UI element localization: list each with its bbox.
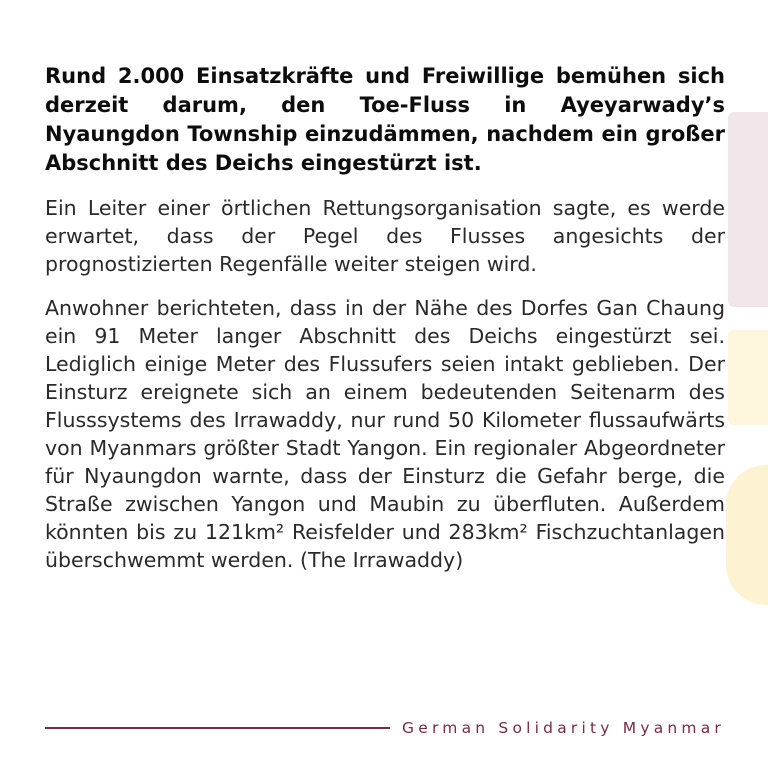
article-body [45, 62, 725, 590]
footer-brand: German Solidarity Myanmar [402, 719, 725, 737]
footer [45, 716, 725, 740]
footer-divider [45, 727, 390, 729]
decorative-yellow-arc [726, 465, 768, 605]
decorative-pink-shape [728, 112, 768, 307]
article-lead: Rund 2.000 Einsatzkräfte und Freiwillige bemühen sich derzeit darum, den Toe-Fluss in Ayeyarwady’s Nyaungdon Township einzudämmen, nachdem ein großer Abschnitt des Deichs eingestürzt ist. [45, 64, 725, 175]
decorative-yellow-shape [728, 330, 768, 425]
article-paragraph-2: Anwohner berichteten, dass in der Nähe des Dorfes Gan Chaung ein 91 Meter langer Abschnitt des Deichs eingestürzt sei. Lediglich einige Meter des Flussufers seien intakt geblieben. Der Einsturz ereignete sich an einem bedeutenden Seitenarm des Flusssystems des Irrawaddy, nur rund 50 Kilometer flussaufwärts von Myanmars größter Stadt Yangon. Ein regionaler Abgeordneter für Nyaungdon warnte, dass der Einsturz die Gefahr berge, die Straße zwischen Yangon und Maubin zu überfluten. Außerdem könnten bis zu 121km² Reisfelder und 283km² Fischzuchtanlagen überschwemmt werden. (The Irrawaddy) [45, 296, 725, 572]
article-paragraph-1: Ein Leiter einer örtlichen Rettungsorganisation sagte, es werde erwartet, dass der Pegel des Flusses angesichts der prognostizierten Regenfälle weiter steigen wird. [45, 196, 725, 276]
